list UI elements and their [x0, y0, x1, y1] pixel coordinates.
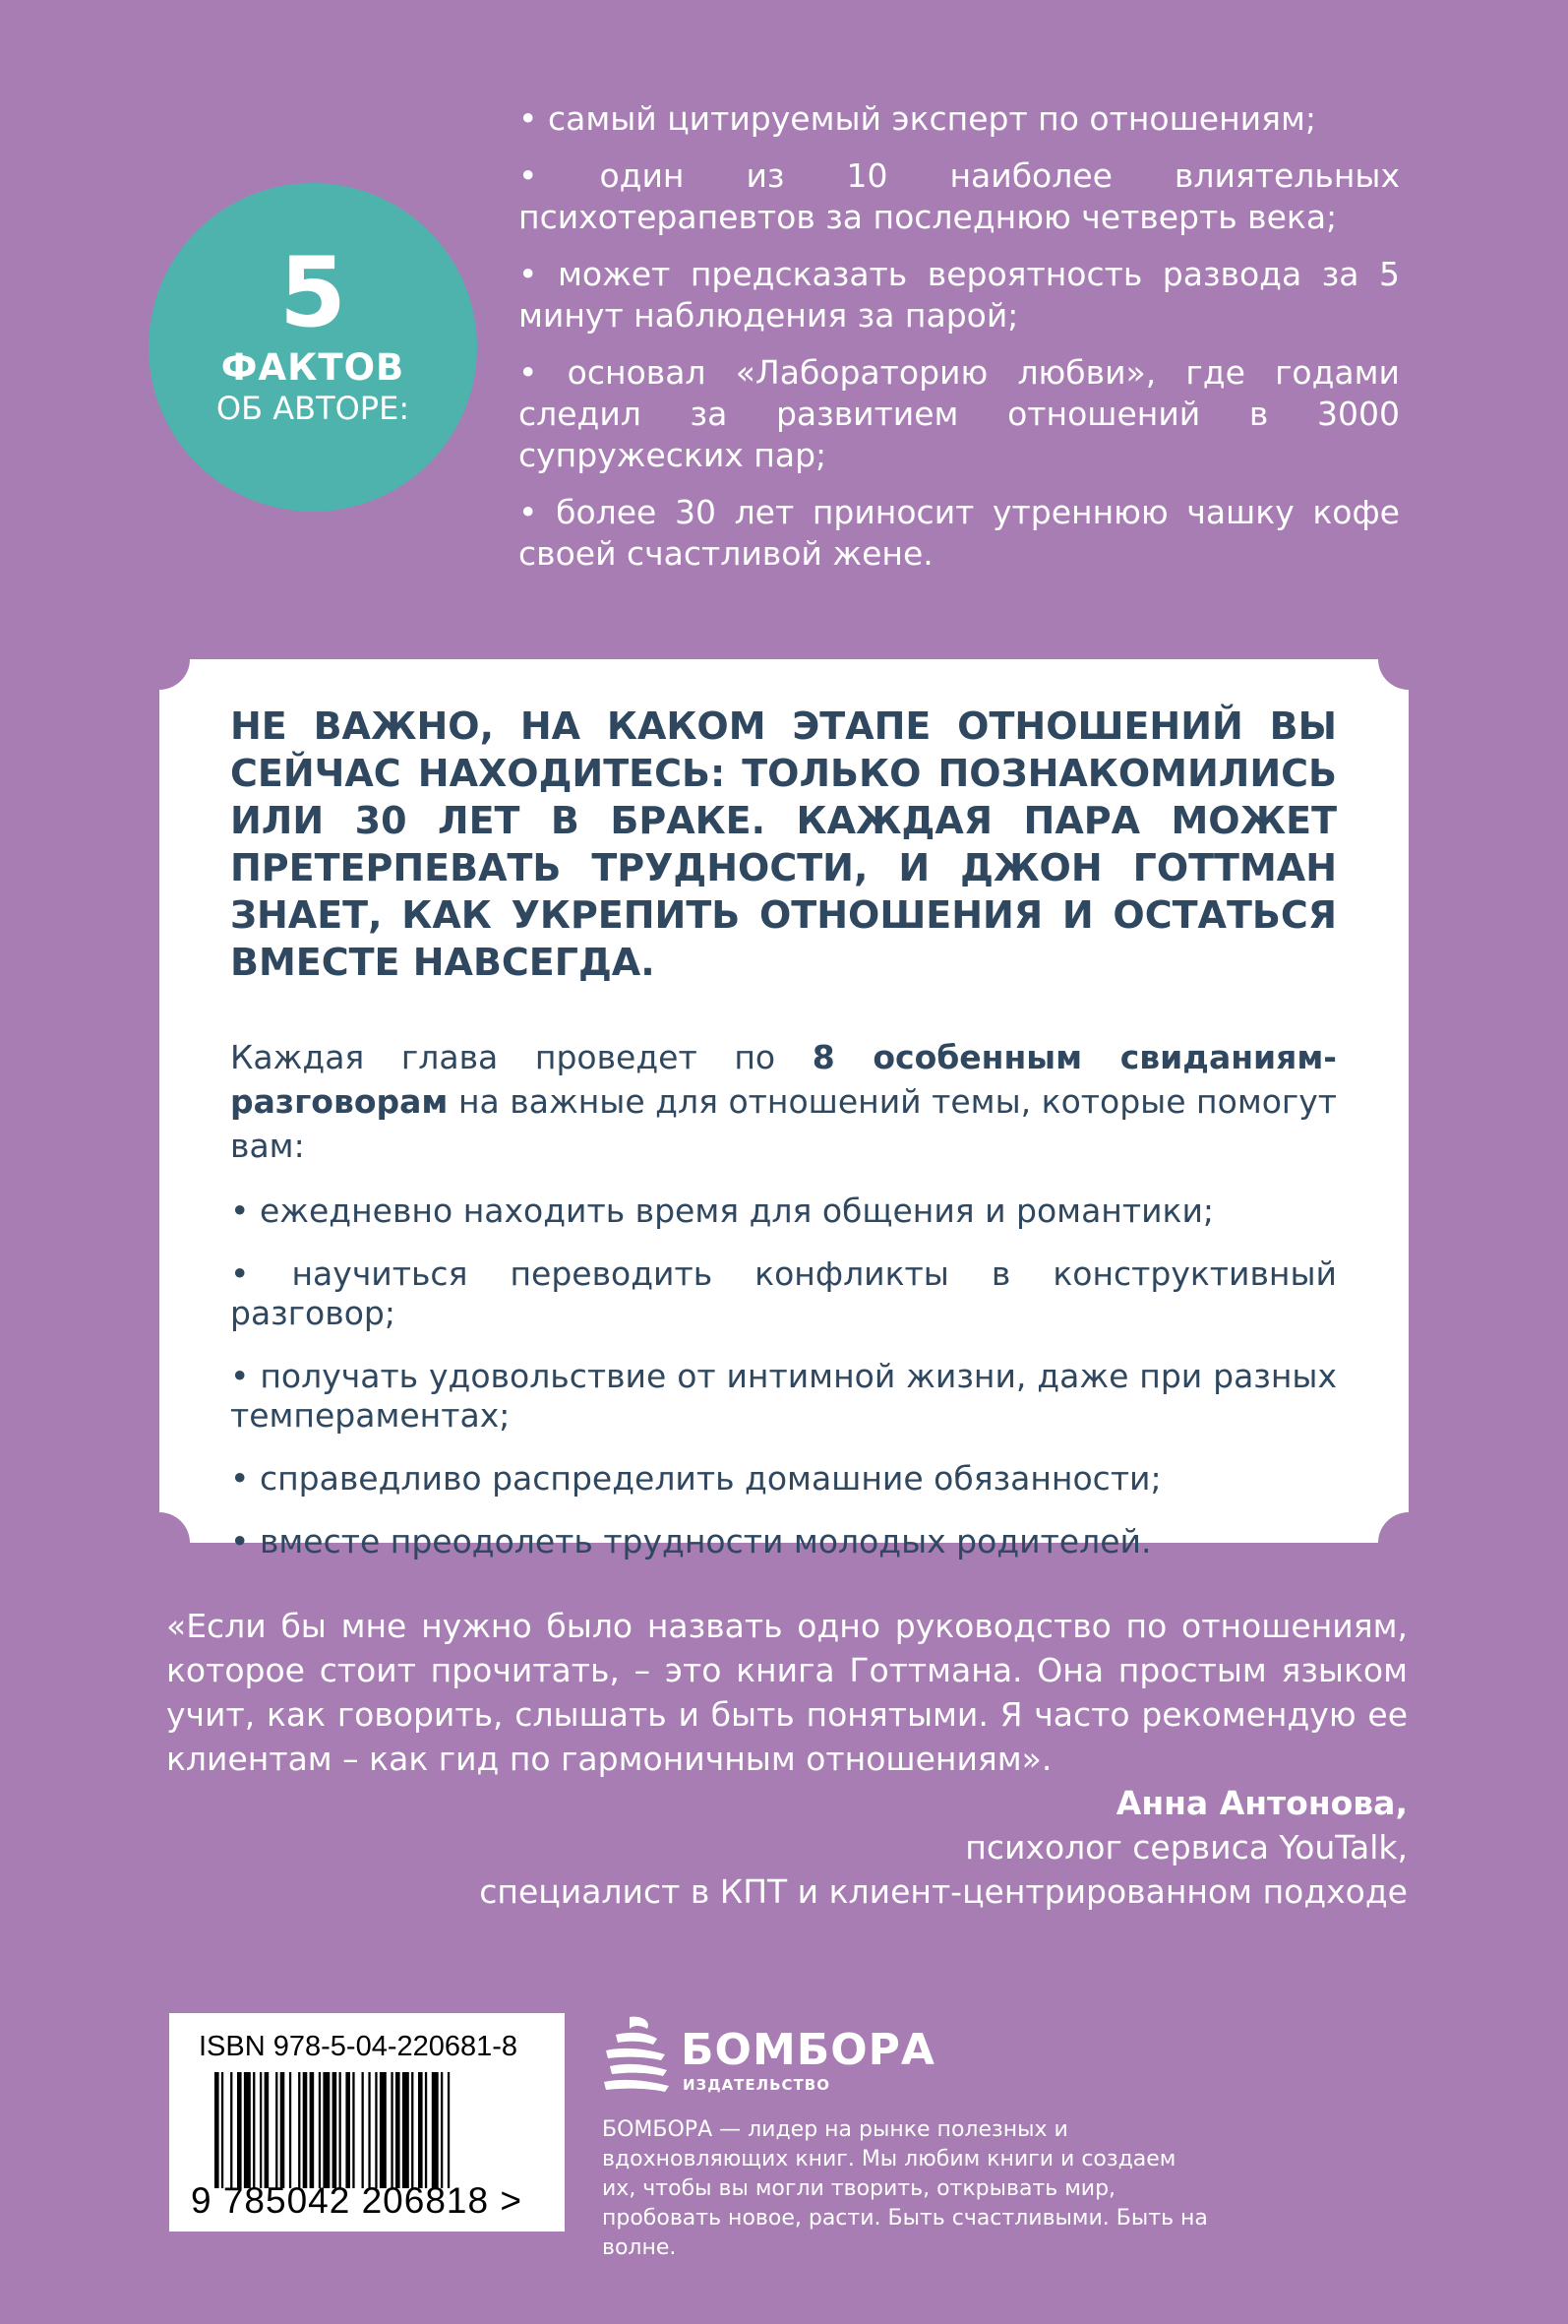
benefit-item: • вместе преодолеть трудности молодых родителей. — [230, 1522, 1152, 1560]
barcode-digits: 9 785042 206818 > — [191, 2180, 522, 2221]
card-body-text — [230, 1035, 1337, 1168]
body-bold: 8 особенным свиданиям-разговорам — [230, 1038, 1338, 1121]
card-lead-text: НЕ ВАЖНО, НА КАКОМ ЭТАПЕ ОТНОШЕНИЙ ВЫ СЕЙЧАС НАХОДИТЕСЬ: ТОЛЬКО ПОЗНАКОМИЛИСЬ ИЛИ 30 ЛЕТ В БРАКЕ. КАЖДАЯ ПАРА МОЖЕТ ПРЕТЕРПЕВАТЬ ТРУДНОСТИ, И ДЖОН ГОТТМАН ЗНАЕТ, КАК УКРЕПИТЬ ОТНОШЕНИЯ И ОСТАТЬСЯ ВМЕСТЕ НАВСЕГДА. — [230, 704, 1337, 984]
badge-facts-label: ФАКТОВ — [220, 346, 405, 389]
quote-author-role: психолог сервиса YouTalk, — [965, 1828, 1408, 1866]
author-fact: • один из 10 наиболее влиятельных психотерапевтов за последнюю четверть века; — [518, 156, 1400, 236]
badge-about-label: ОБ АВТОРЕ: — [215, 390, 410, 427]
body-suffix: на важные для отношений темы, которые помогут вам: — [230, 1082, 1337, 1165]
author-fact: • основал «Лабораторию любви», где годами следил за развитием отношений в 3000 супружеских пар; — [518, 353, 1400, 474]
quote-author-specialty: специалист в КПТ и клиент-центрированном подходе — [479, 1872, 1408, 1911]
review-quote: «Если бы мне нужно было назвать одно руководство по отношениям, которое стоит прочитать, – это книга Готтмана. Она простым языком учит, как говорить, слышать и быть понятыми. Я часто рекомендую ее клиентам – как гид по гармоничным отношениям». — [166, 1607, 1408, 1778]
description-card — [159, 659, 1409, 1560]
author-fact: • более 30 лет приносит утреннюю чашку кофе своей счастливой жене. — [518, 493, 1400, 573]
barcode-icon — [214, 2072, 529, 2188]
benefit-item: • ежедневно находить время для общения и романтики; — [230, 1192, 1215, 1230]
card-corner-cutout — [1378, 1512, 1439, 1573]
card-corner-cutout — [1378, 629, 1439, 690]
quote-attribution — [424, 1781, 1408, 1914]
author-fact: • самый цитируемый эксперт по отношениям; — [518, 99, 1316, 138]
facts-badge — [149, 183, 477, 512]
author-facts-list — [518, 98, 1400, 590]
benefit-item: • научиться переводить конфликты в конструктивный разговор; — [230, 1254, 1337, 1332]
barcode-block — [169, 2013, 565, 2232]
bombora-logo-icon — [602, 2013, 671, 2094]
card-corner-cutout — [129, 1512, 190, 1573]
benefit-item: • справедливо распределить домашние обязанности; — [230, 1459, 1162, 1498]
body-prefix: Каждая глава проведет по — [230, 1038, 813, 1076]
isbn-label: ISBN 978-5-04-220681-8 — [199, 2031, 518, 2062]
card-corner-cutout — [129, 629, 190, 690]
benefit-item: • получать удовольствие от интимной жизни, даже при разных темпераментах; — [230, 1357, 1337, 1435]
author-fact: • может предсказать вероятность развода за 5 минут наблюдения за парой; — [518, 255, 1400, 335]
publisher-name: БОМБОРА — [681, 2025, 935, 2075]
benefits-list — [230, 1192, 1337, 1561]
badge-number: 5 — [278, 237, 347, 349]
publisher-subtitle: ИЗДАТЕЛЬСТВО — [683, 2076, 830, 2094]
publisher-description: БОМБОРА — лидер на рынке полезных и вдохновляющих книг. Мы любим книги и создаем их, чтобы вы могли творить, открывать мир, пробовать новое, расти. Быть счастливыми. Быть на волне. — [602, 2117, 1208, 2260]
quote-author: Анна Антонова, — [1116, 1784, 1408, 1822]
